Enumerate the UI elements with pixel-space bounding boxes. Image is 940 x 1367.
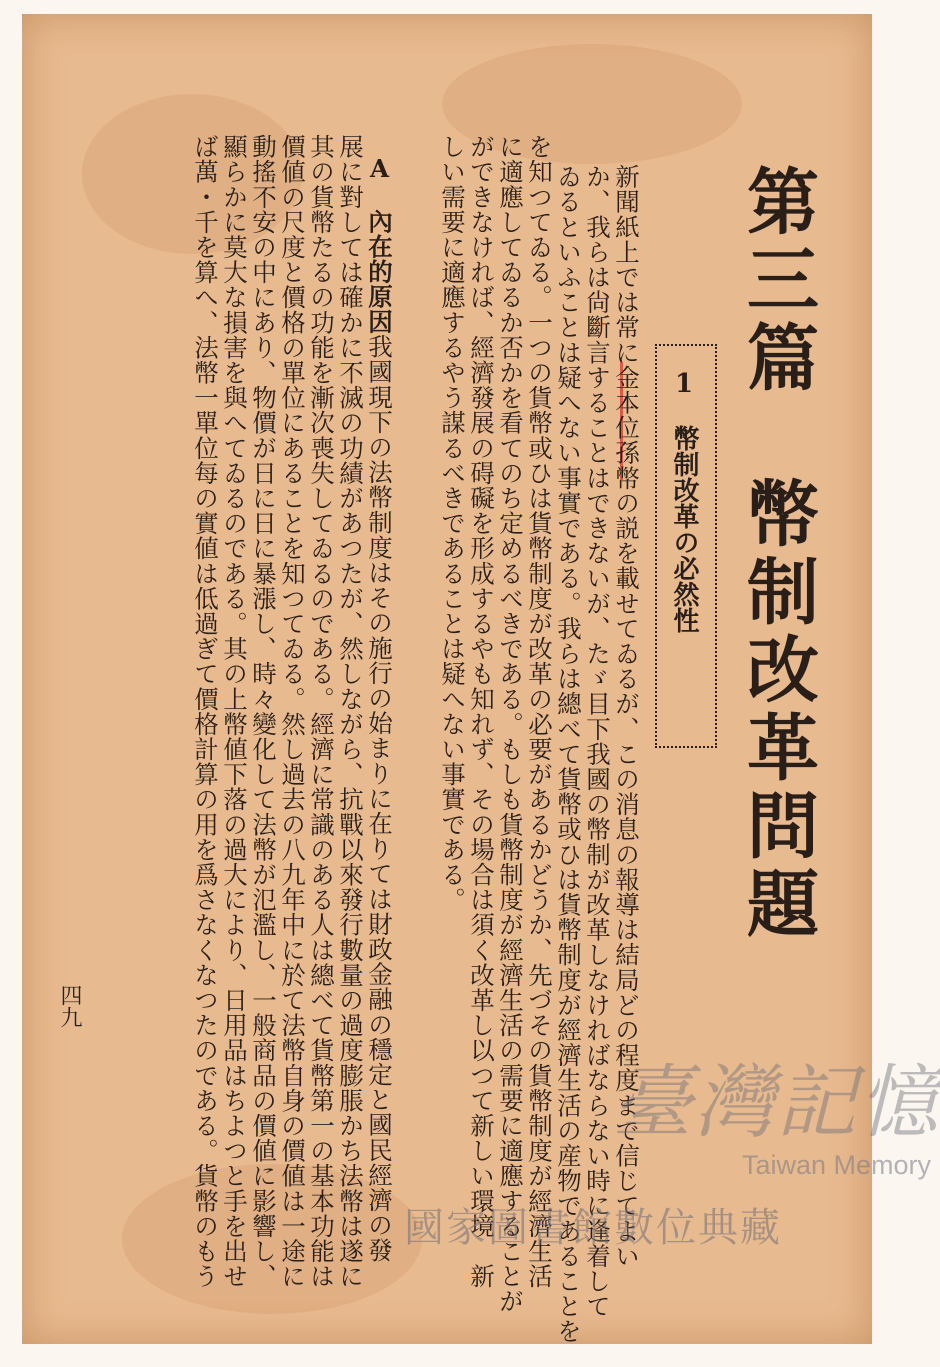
text-column: ゐるといふことは疑へない事實である。我らは總べて貨幣或ひは貨幣制度が經濟生活の産物であることを (554, 164, 583, 1344)
page-number: 四九 (57, 984, 82, 1028)
text-column: 展に對しては確かに不滅の功績があつたが、然しながら、抗戰以來發行數量の過度膨脹かち法幣は遂に (336, 134, 365, 1289)
page-title: 第三篇 幣制改革問題 (735, 164, 820, 944)
text-column: 顯らかに莫大な損害を與へてゐるのである。其の上幣値下落の過大により、日用品はちよつと手を出せ (220, 134, 249, 1289)
watermark-logo: 臺灣記憶 (612, 1056, 940, 1149)
text-column: を知つてゐる。一つの貨幣或ひは貨幣制度が改革の必要があるかどうか、先づその貨幣制度が經濟生活 (525, 134, 554, 1289)
text-column: しい需要に適應するやう謀るべきであることは疑へない事實である。 (438, 134, 467, 913)
text-column: に適應してゐるか否かを看てのち定めるべきである。もしも貨幣制度が經濟生活の需要に適應することが (496, 134, 525, 1314)
text-column: ができなければ、經濟發展の碍礙を形成するやも知れず、その場合は須く改革し以つて新しい環境 新 (467, 134, 496, 1289)
text-column: 其の貨幣たるの功能を漸次喪失してゐるのである。經濟に常識のある人は總べて貨幣第一の基本功能は (307, 134, 336, 1289)
section-heading: 1 幣制改革の必然性 (669, 369, 699, 633)
watermark-chinese: 國家圖書館數位典藏 (404, 1205, 782, 1251)
text-column: 價値の尺度と價格の單位にあることを知つてゐる。然し過去の八九年中に於て法幣自身の價値は一途に (278, 134, 307, 1289)
text-column: ば萬・千を算へ、法幣一單位每の實値は低過ぎて價格計算の用を爲さなくなつたのである。貨幣のもう (191, 134, 220, 1289)
text-column: 動搖不安の中にあり、物價が日に日に暴漲し、時々變化して法幣が氾濫し、一般商品の價値に影響し、 (249, 134, 278, 1289)
watermark-english: Taiwan Memory (742, 1150, 932, 1180)
sub-heading: A 內在的原因 (365, 154, 394, 335)
text-column: か、我らは尙斷言することはできないが、たゞ目下我國の幣制が改革しなければならない時に逢着して (583, 164, 612, 1319)
text-column: 我國現下の法幣制度はその施行の始まりに在りては財政金融の穩定と國民經濟の發 (365, 334, 394, 1263)
text-column: 新聞紙上では常に金本位孫幣の説を載せてゐるが、この消息の報導は結局どの程度まで信じてよい (612, 164, 641, 1269)
